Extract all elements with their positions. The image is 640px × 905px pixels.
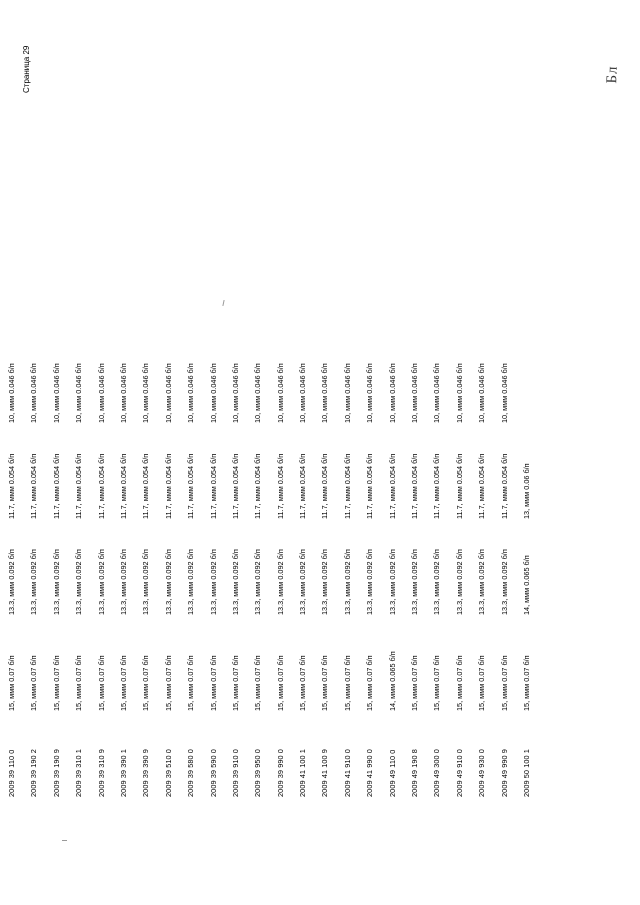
cell-col-a: 15, ммм 0.07 б/п (29, 655, 39, 711)
table-row (187, 7, 209, 797)
cell-col-b: 13.3, ммм 0.092 б/п (432, 549, 442, 615)
cell-code: 2009 39 950 0 (253, 749, 263, 797)
cell-code: 2009 39 990 0 (275, 749, 285, 797)
cell-col-d: 10, ммм 0.046 б/п (230, 363, 240, 423)
cell-col-a: 15, ммм 0.07 б/п (432, 655, 442, 711)
cell-code: 2009 41 990 0 (365, 749, 375, 797)
cell-col-b: 13.3, ммм 0.092 б/п (298, 549, 308, 615)
cell-col-c: 11.7, ммм 0.054 б/п (387, 453, 397, 519)
cell-code: 2009 41 100 9 (320, 749, 330, 797)
cell-code: 2009 39 510 0 (163, 749, 173, 797)
cell-col-c: 11.7, ммм 0.054 б/п (74, 453, 84, 519)
cell-col-a: 15, ммм 0.07 б/п (163, 655, 173, 711)
cell-col-c: 11.7, ммм 0.054 б/п (320, 453, 330, 519)
cell-col-a: 15, ммм 0.07 б/п (275, 655, 285, 711)
cell-col-d: 10, ммм 0.046 б/п (51, 363, 61, 423)
cell-col-a: 15, ммм 0.07 б/п (477, 655, 487, 711)
cell-col-a: 15, ммм 0.07 б/п (320, 655, 330, 711)
table-row (75, 7, 97, 797)
cell-col-a: 15, ммм 0.07 б/п (208, 655, 218, 711)
cell-col-c: 11.7, ммм 0.054 б/п (186, 453, 196, 519)
cell-col-a: 15, ммм 0.07 б/п (342, 655, 352, 711)
cell-col-a: 15, ммм 0.07 б/п (253, 655, 263, 711)
cell-col-b: 13.3, ммм 0.092 б/п (477, 549, 487, 615)
cell-col-a: 15, ммм 0.07 б/п (298, 655, 308, 711)
cell-col-d: 10, ммм 0.046 б/п (163, 363, 173, 423)
cell-col-d: 10, ммм 0.046 б/п (499, 363, 509, 423)
table-row (142, 7, 164, 797)
table-row (366, 7, 388, 797)
cell-col-a: 15, ммм 0.07 б/п (186, 655, 196, 711)
cell-code: 2009 49 930 0 (477, 749, 487, 797)
page-number-label: Страница 29 (22, 45, 31, 93)
table-row (344, 7, 366, 797)
cell-col-a: 15, ммм 0.07 б/п (96, 655, 106, 711)
cell-col-d: 10, ммм 0.046 б/п (253, 363, 263, 423)
cell-col-b: 13.3, ммм 0.092 б/п (186, 549, 196, 615)
cell-col-d: 10, ммм 0.046 б/п (432, 363, 442, 423)
cell-code: 2009 49 110 0 (387, 749, 397, 797)
cell-col-b: 13.3, ммм 0.092 б/п (208, 549, 218, 615)
cell-col-b: 13.3, ммм 0.092 б/п (163, 549, 173, 615)
table-row (53, 7, 75, 797)
scan-artifact (62, 840, 67, 841)
cell-col-a: 15, ммм 0.07 б/п (521, 655, 531, 711)
table-row (456, 7, 478, 797)
cell-col-d: 10, ммм 0.046 б/п (410, 363, 420, 423)
cell-code: 2009 39 390 9 (141, 749, 151, 797)
cell-col-c: 11.7, ммм 0.054 б/п (51, 453, 61, 519)
table-row (254, 7, 276, 797)
cell-col-a: 15, ммм 0.07 б/п (365, 655, 375, 711)
cell-col-a: 15, ммм 0.07 б/п (454, 655, 464, 711)
table-row (30, 7, 52, 797)
cell-code: 2009 39 110 0 (7, 749, 16, 797)
cell-code: 2009 39 590 0 (208, 749, 218, 797)
cell-col-b: 13.3, ммм 0.092 б/п (454, 549, 464, 615)
cell-code: 2009 39 390 1 (118, 749, 128, 797)
cell-col-d: 10, ммм 0.046 б/п (275, 363, 285, 423)
table-row (321, 7, 343, 797)
cell-col-c: 11.7, ммм 0.054 б/п (298, 453, 308, 519)
table-row (98, 7, 120, 797)
cell-col-b: 13.3, ммм 0.092 б/п (320, 549, 330, 615)
cell-col-c: 11.7, ммм 0.054 б/п (141, 453, 151, 519)
cell-col-b: 13.3, ммм 0.092 б/п (499, 549, 509, 615)
cell-col-b: 13.3, ммм 0.092 б/п (74, 549, 84, 615)
cell-col-c: 11.7, ммм 0.054 б/п (477, 453, 487, 519)
cell-col-d: 10, ммм 0.046 б/п (186, 363, 196, 423)
cell-col-b: 13.3, ммм 0.092 б/п (51, 549, 61, 615)
cell-col-c: 11.7, ммм 0.054 б/п (410, 453, 420, 519)
cell-col-d: 10, ммм 0.046 б/п (29, 363, 39, 423)
cell-code: 2009 39 580 0 (186, 749, 196, 797)
cell-col-b: 13.3, ммм 0.092 б/п (230, 549, 240, 615)
cell-col-d: 10, ммм 0.046 б/п (454, 363, 464, 423)
table-row (120, 7, 142, 797)
cell-col-b: 13.3, ммм 0.092 б/п (365, 549, 375, 615)
cell-col-d: 10, ммм 0.046 б/п (477, 363, 487, 423)
cell-col-d: 10, ммм 0.046 б/п (141, 363, 151, 423)
cell-col-a: 15, ммм 0.07 б/п (410, 655, 420, 711)
tariff-table (8, 7, 545, 797)
cell-col-b: 13.3, ммм 0.092 б/п (275, 549, 285, 615)
cell-code: 2009 39 910 0 (230, 749, 240, 797)
cell-col-d: 10, ммм 0.046 б/п (208, 363, 218, 423)
table-row (8, 7, 30, 797)
cell-col-c: 11.7, ммм 0.054 б/п (7, 453, 16, 519)
cell-code: 2009 49 990 9 (499, 749, 509, 797)
cell-col-d: 10, ммм 0.046 б/п (365, 363, 375, 423)
handwritten-corner-mark: Бл (604, 65, 621, 84)
cell-col-c: 11.7, ммм 0.054 б/п (96, 453, 106, 519)
cell-col-c: 11.7, ммм 0.054 б/п (454, 453, 464, 519)
cell-code: 2009 49 300 0 (432, 749, 442, 797)
table-row (411, 7, 433, 797)
cell-col-a: 14, ммм 0.065 б/п (387, 651, 397, 711)
table-row (299, 7, 321, 797)
cell-code: 2009 39 190 2 (29, 749, 39, 797)
cell-col-c: 11.7, ммм 0.054 б/п (253, 453, 263, 519)
table-row (433, 7, 455, 797)
cell-col-c: 13, ммм 0.06 б/п (521, 463, 531, 519)
cell-col-a: 15, ммм 0.07 б/п (7, 655, 16, 711)
table-row (232, 7, 254, 797)
cell-col-c: 11.7, ммм 0.054 б/п (163, 453, 173, 519)
table-row (165, 7, 187, 797)
cell-code: 2009 39 190 9 (51, 749, 61, 797)
cell-col-d: 10, ммм 0.046 б/п (118, 363, 128, 423)
cell-col-b: 14, ммм 0.065 б/п (521, 555, 531, 615)
cell-col-d: 10, ммм 0.046 б/п (74, 363, 84, 423)
cell-col-b: 13.3, ммм 0.092 б/п (96, 549, 106, 615)
cell-code: 2009 49 190 8 (410, 749, 420, 797)
cell-col-a: 15, ммм 0.07 б/п (230, 655, 240, 711)
cell-col-c: 11.7, ммм 0.054 б/п (29, 453, 39, 519)
cell-col-a: 15, ммм 0.07 б/п (51, 655, 61, 711)
cell-col-b: 13.3, ммм 0.092 б/п (118, 549, 128, 615)
cell-col-b: 13.3, ммм 0.092 б/п (141, 549, 151, 615)
cell-col-b: 13.3, ммм 0.092 б/п (410, 549, 420, 615)
cell-col-c: 11.7, ммм 0.054 б/п (365, 453, 375, 519)
cell-col-d: 10, ммм 0.046 б/п (387, 363, 397, 423)
cell-code: 2009 41 910 0 (342, 749, 352, 797)
cell-col-a: 15, ммм 0.07 б/п (74, 655, 84, 711)
cell-col-a: 15, ммм 0.07 б/п (118, 655, 128, 711)
cell-col-d: 10, ммм 0.046 б/п (342, 363, 352, 423)
cell-col-c: 11.7, ммм 0.054 б/п (432, 453, 442, 519)
cell-col-c: 11.7, ммм 0.054 б/п (208, 453, 218, 519)
table-row (277, 7, 299, 797)
cell-code: 2009 49 910 0 (454, 749, 464, 797)
cell-code: 2009 39 310 9 (96, 749, 106, 797)
table-row (523, 7, 545, 797)
cell-code: 2009 39 310 1 (74, 749, 84, 797)
table-row (501, 7, 523, 797)
table-row (210, 7, 232, 797)
cell-col-b: 13.3, ммм 0.092 б/п (387, 549, 397, 615)
cell-col-c: 11.7, ммм 0.054 б/п (342, 453, 352, 519)
cell-col-c: 11.7, ммм 0.054 б/п (118, 453, 128, 519)
cell-col-b: 13.3, ммм 0.092 б/п (253, 549, 263, 615)
cell-col-b: 13.3, ммм 0.092 б/п (29, 549, 39, 615)
cell-col-d: 10, ммм 0.046 б/п (298, 363, 308, 423)
cell-col-b: 13.3, ммм 0.092 б/п (7, 549, 16, 615)
cell-col-d: 10, ммм 0.046 б/п (96, 363, 106, 423)
cell-col-d: 10, ммм 0.046 б/п (7, 363, 16, 423)
cell-col-b: 13.3, ммм 0.092 б/п (342, 549, 352, 615)
cell-col-a: 15, ммм 0.07 б/п (141, 655, 151, 711)
table-row (389, 7, 411, 797)
cell-col-c: 11.7, ммм 0.054 б/п (499, 453, 509, 519)
cell-col-a: 15, ммм 0.07 б/п (499, 655, 509, 711)
cell-col-c: 11.7, ммм 0.054 б/п (275, 453, 285, 519)
cell-code: 2009 50 100 1 (521, 749, 531, 797)
cell-col-c: 11.7, ммм 0.054 б/п (230, 453, 240, 519)
cell-col-d: 10, ммм 0.046 б/п (320, 363, 330, 423)
cell-code: 2009 41 100 1 (298, 749, 308, 797)
table-row (478, 7, 500, 797)
